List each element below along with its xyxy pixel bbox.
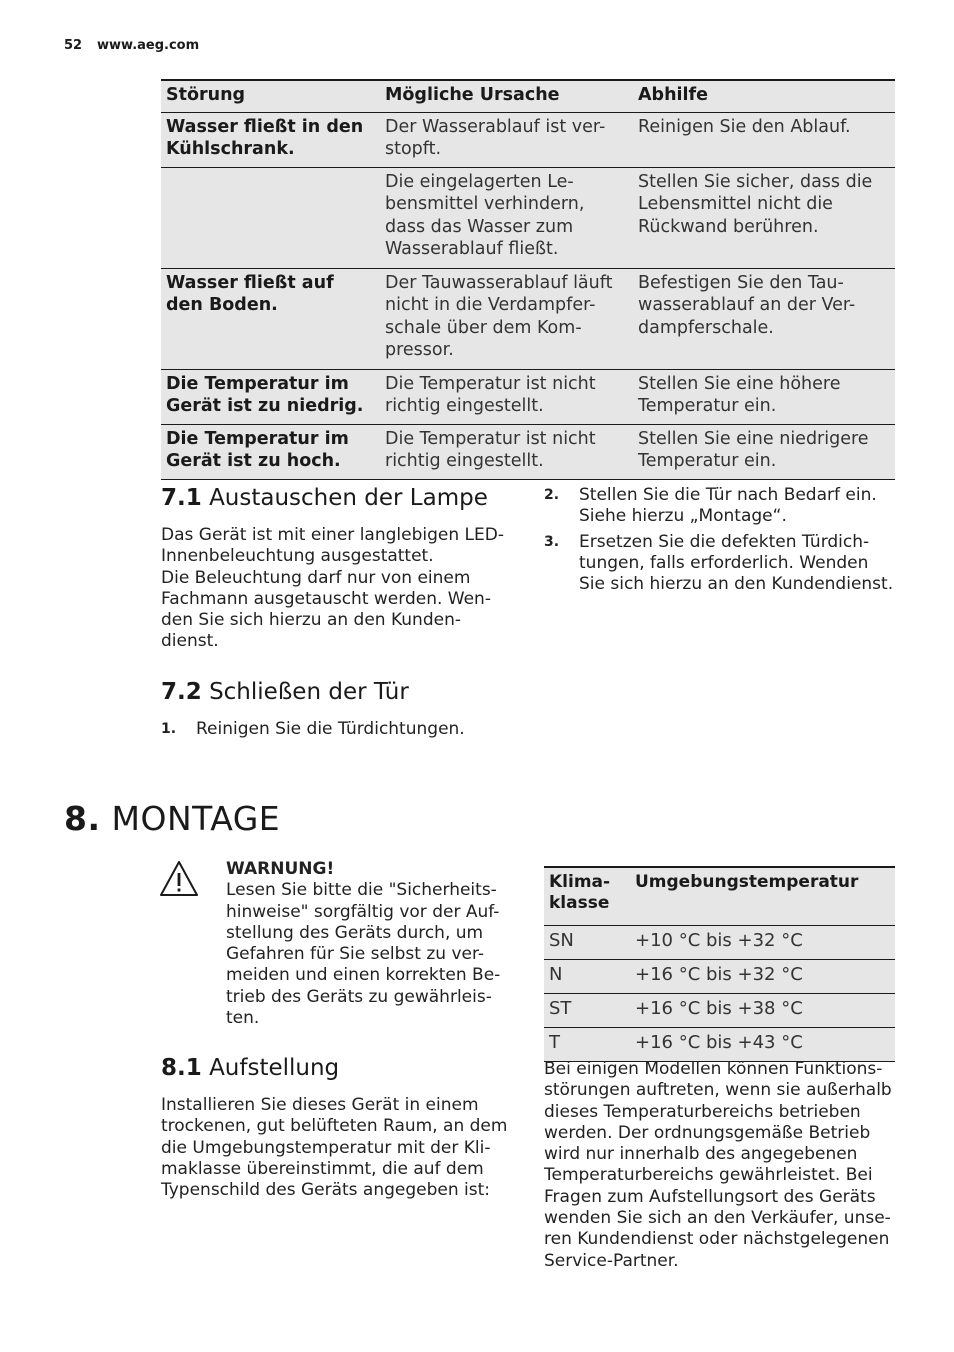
climate-class-table xyxy=(544,866,895,1062)
paragraph: Die Beleuchtung darf nur von einem Fachmann ausgetauscht werden. Wen-den Sie sich hierzu an den Kunden-dienst. xyxy=(161,567,491,652)
table-row xyxy=(544,1028,895,1062)
climate-class-cell: T xyxy=(544,1028,630,1062)
step-number: 3. xyxy=(544,533,560,550)
paragraph: Bei einigen Modellen können Funktions-störungen auftreten, wenn sie außerhalb dieses Temperaturbereichs betrieben werden. Der ordnungsgemäße Betrieb wird nur innerhalb des angegebenen Temperaturbereichs gewährleistet. Bei Fragen zum Aufstellungsort des Geräts wenden Sie sich an den Verkäufer, unse-ren Kundendienst oder nächstgelegenen Service-Partner. xyxy=(544,1059,892,1271)
remedy-cell: Stellen Sie eine niedrigere Temperatur ein. xyxy=(633,424,895,479)
cause-cell: Die Temperatur ist nicht richtig eingestellt. xyxy=(380,369,633,424)
climate-note xyxy=(544,1059,899,1272)
remedy-cell: Befestigen Sie den Tau-wasserablauf an der Ver-dampferschale. xyxy=(633,268,895,369)
list-item xyxy=(544,485,899,528)
section-number: 7.1 xyxy=(161,485,202,511)
table-header-row xyxy=(544,867,895,926)
troubleshooting-table xyxy=(161,79,895,480)
climate-class-cell: N xyxy=(544,960,630,994)
column-header: Mögliche Ursache xyxy=(380,80,633,112)
warning-title: WARNUNG! xyxy=(226,859,335,879)
temperature-cell: +16 °C bis +38 °C xyxy=(630,994,895,1028)
climate-class-cell: SN xyxy=(544,926,630,960)
warning-box xyxy=(226,859,516,1029)
chapter-number: 8. xyxy=(64,799,101,838)
section-title: Aufstellung xyxy=(209,1055,340,1081)
table-header-row xyxy=(161,80,895,112)
remedy-cell: Stellen Sie eine höhere Temperatur ein. xyxy=(633,369,895,424)
table-row xyxy=(544,994,895,1028)
column-header: Störung xyxy=(161,80,380,112)
steps-list xyxy=(544,485,899,595)
temperature-cell: +16 °C bis +32 °C xyxy=(630,960,895,994)
page-number: 52 xyxy=(64,38,83,53)
cause-cell: Der Wasserablauf ist ver-stopft. xyxy=(380,112,633,167)
chapter-title: MONTAGE xyxy=(111,799,281,838)
column-header: Klima-klasse xyxy=(544,867,630,926)
table-row xyxy=(544,926,895,960)
table-row xyxy=(161,424,895,479)
step-number: 2. xyxy=(544,487,560,503)
section-title: Schließen der Tür xyxy=(209,679,409,705)
section-number: 7.2 xyxy=(161,679,202,705)
temperature-cell: +10 °C bis +32 °C xyxy=(630,926,895,960)
cause-cell: Die Temperatur ist nicht richtig eingestellt. xyxy=(380,424,633,479)
section-heading-7-1 xyxy=(161,484,488,512)
step-number: 1. xyxy=(161,721,177,737)
cause-cell: Der Tauwasserablauf läuft nicht in die Verdampfer-schale über dem Kom-pressor. xyxy=(380,268,633,369)
step-text: Stellen Sie die Tür nach Bedarf ein. Siehe hierzu „Montage“. xyxy=(579,485,877,527)
site-url: www.aeg.com xyxy=(97,38,200,53)
installation-text xyxy=(161,1095,516,1201)
problem-cell: Wasser fließt in den Kühlschrank. xyxy=(161,112,380,167)
section-heading-7-2 xyxy=(161,678,409,706)
remedy-cell: Stellen Sie sicher, dass die Lebensmittel nicht die Rückwand berühren. xyxy=(633,167,895,268)
table-row xyxy=(161,369,895,424)
climate-class-cell: ST xyxy=(544,994,630,1028)
problem-cell: Die Temperatur im Gerät ist zu niedrig. xyxy=(161,369,380,424)
temperature-cell: +16 °C bis +43 °C xyxy=(630,1028,895,1062)
lamp-text xyxy=(161,525,511,653)
list-item xyxy=(161,719,521,740)
section-title: Austauschen der Lampe xyxy=(209,485,488,511)
warning-text: Lesen Sie bitte die "Sicherheits-hinweise" sorgfältig vor der Auf-stellung des Geräts durch, um Gefahren für Sie selbst zu ver-meiden und einen korrekten Be-trieb des Geräts zu gewährleis-ten. xyxy=(226,880,501,1029)
chapter-heading xyxy=(64,798,280,840)
problem-cell: Die Temperatur im Gerät ist zu hoch. xyxy=(161,424,380,479)
problem-cell xyxy=(161,167,380,268)
column-header: Umgebungstemperatur xyxy=(630,867,895,926)
table-row xyxy=(161,112,895,167)
paragraph: Das Gerät ist mit einer langlebigen LED-Innenbeleuchtung ausgestattet. xyxy=(161,525,504,567)
table-row xyxy=(161,167,895,268)
remedy-cell: Reinigen Sie den Ablauf. xyxy=(633,112,895,167)
step-text: Reinigen Sie die Türdichtungen. xyxy=(196,719,465,739)
step-text: Ersetzen Sie die defekten Türdich-tungen, falls erforderlich. Wenden Sie sich hierzu an den Kundendienst. xyxy=(579,531,894,595)
paragraph: Installieren Sie dieses Gerät in einem trockenen, gut belüfteten Raum, an dem die Umgebungstemperatur mit der Kli-maklasse übereinstimmt, die auf dem Typenschild des Geräts angegeben ist: xyxy=(161,1095,508,1201)
warning-triangle-icon xyxy=(159,860,199,897)
section-number: 8.1 xyxy=(161,1055,202,1081)
section-heading-8-1 xyxy=(161,1054,339,1082)
list-item xyxy=(544,532,899,596)
table-row xyxy=(544,960,895,994)
cause-cell: Die eingelagerten Le-bensmittel verhindern, dass das Wasser zum Wasserablauf fließt. xyxy=(380,167,633,268)
column-header: Abhilfe xyxy=(633,80,895,112)
problem-cell: Wasser fließt auf den Boden. xyxy=(161,268,380,369)
table-row xyxy=(161,268,895,369)
